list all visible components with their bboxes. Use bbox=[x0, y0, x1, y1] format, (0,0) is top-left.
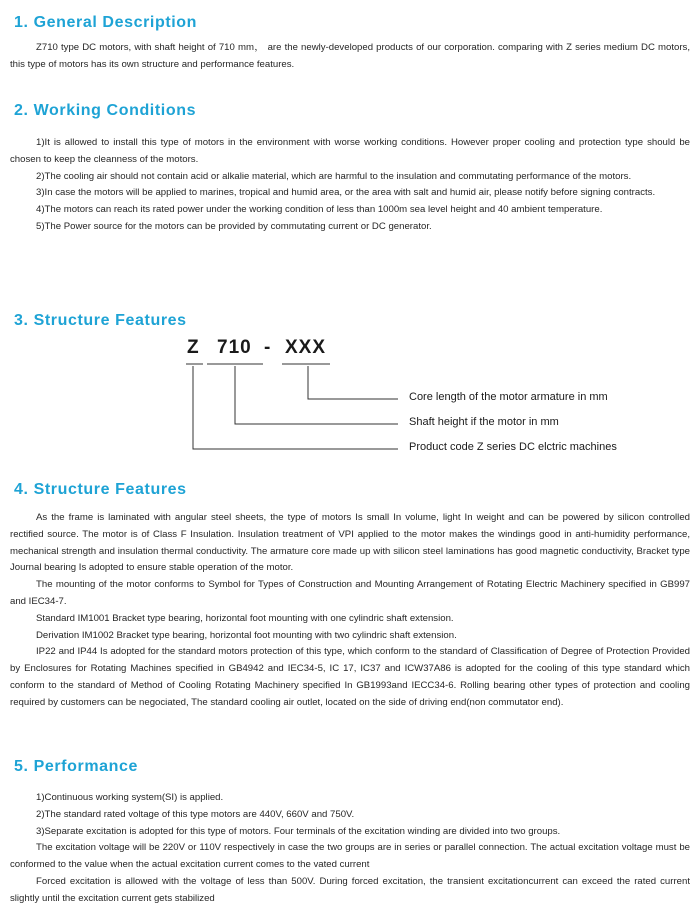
section-2-heading: 2. Working Conditions bbox=[14, 102, 197, 119]
label-product-code: Product code Z series DC elctric machines bbox=[409, 441, 617, 453]
paragraph: 1)Continuous working system(SI) is applied. bbox=[36, 792, 224, 803]
code-part-dash: - bbox=[264, 337, 272, 358]
paragraph: Derivation IM1002 Bracket type bearing, horizontal foot mounting with two cylindric shaft extension. bbox=[36, 629, 457, 641]
code-part-xxx: XXX bbox=[285, 337, 327, 358]
paragraph: 3)In case the motors will be applied to marines, tropical and humid area, or the area with salt and humid air, please notify before signing contracts. bbox=[36, 187, 656, 199]
paragraph: Standard IM1001 Bracket type bearing, horizontal foot mounting with one cylindric shaft extension. bbox=[36, 612, 454, 624]
paragraph: 3)Separate excitation is adopted for this type of motors. Four terminals of the excitation winding are divided into two groups. bbox=[36, 825, 561, 837]
section-5-heading: 5. Performance bbox=[14, 758, 139, 775]
label-shaft-height: Shaft height if the motor in mm bbox=[409, 416, 559, 428]
code-part-z: Z bbox=[187, 337, 200, 358]
label-core-length: Core length of the motor armature in mm bbox=[409, 391, 608, 403]
paragraph: Z710 type DC motors, with shaft height of 710 mm， are the newly-developed products of our corporation. comparing with Z series medium DC motors, this type of motors has its own structure and performance features. bbox=[10, 42, 690, 70]
paragraph: The excitation voltage will be 220V or 110V respectively in case the two groups are in series or parallel connection. The actual excitation voltage must be conformed to the value when the actual excitation current comes to the vated current bbox=[10, 842, 690, 871]
paragraph: As the frame is laminated with angular steel sheets, the type of motors Is small In volume, light In weight and can be powered by silicon controlled rectified source. The motor is of Class F Insulation. Insulation treatment of VPI applied to the motor makes the windings good in anti-humidity performance, mechanical strength and insulation thermal conductivity. The armature core made up with silicon steel laminations has good magnetic conductivity, Bracket type Journal bearing Is adopted to ensure stable operation of the motor. bbox=[10, 512, 690, 574]
section-4-body bbox=[10, 510, 690, 712]
paragraph: 2)The standard rated voltage of this type motors are 440V, 660V and 750V. bbox=[36, 808, 355, 820]
paragraph: The mounting of the motor conforms to Symbol for Types of Construction and Mounting Arrangement of Rotating Electric Machinery specified in GB997 and IEC34-7. bbox=[10, 579, 690, 607]
paragraph: Forced excitation is allowed with the voltage of less than 500V. During forced excitation, the transient excitationcurrent can exceed the rated current slightly until the excitation current gets stabilized bbox=[10, 875, 690, 904]
section-5-body bbox=[10, 790, 690, 908]
paragraph: 1)It is allowed to install this type of motors in the environment with worse working conditions. However proper cooling and protection type should be chosen to keep the cleanness of the motors. bbox=[10, 137, 690, 165]
paragraph: 4)The motors can reach its rated power under the working condition of less than 1000m sea level height and 40 ambient temperature. bbox=[36, 204, 603, 216]
paragraph: 5)The Power source for the motors can be provided by commutating current or DC generator. bbox=[36, 220, 432, 232]
paragraph: IP22 and IP44 Is adopted for the standard motors protection of this type, which conform to the standard of Classification of Degree of Protection Provided by Enclosures for Rotating Machines specified in GB4942 and IEC34-5, IC 17, IC37 and ICW37A86 is adopted for the cooling of this type standard which conform to the standard of Method of Cooling Rotating Machinery specified In GB1993and IECC34-6. Rolling bearing other types of protection and cooling required by customers can be negociated, The standard cooling air outlet, located on the side of driving end(non commutator end). bbox=[10, 646, 690, 708]
section-4-heading: 4. Structure Features bbox=[14, 481, 187, 498]
section-1-heading: 1. General Description bbox=[14, 14, 198, 31]
section-3-heading: 3. Structure Features bbox=[14, 312, 187, 329]
paragraph: 2)The cooling air should not contain acid or alkalie material, which are harmful to the insulation and commutating performance of the motors. bbox=[36, 170, 632, 182]
code-part-710: 710 bbox=[217, 337, 252, 358]
